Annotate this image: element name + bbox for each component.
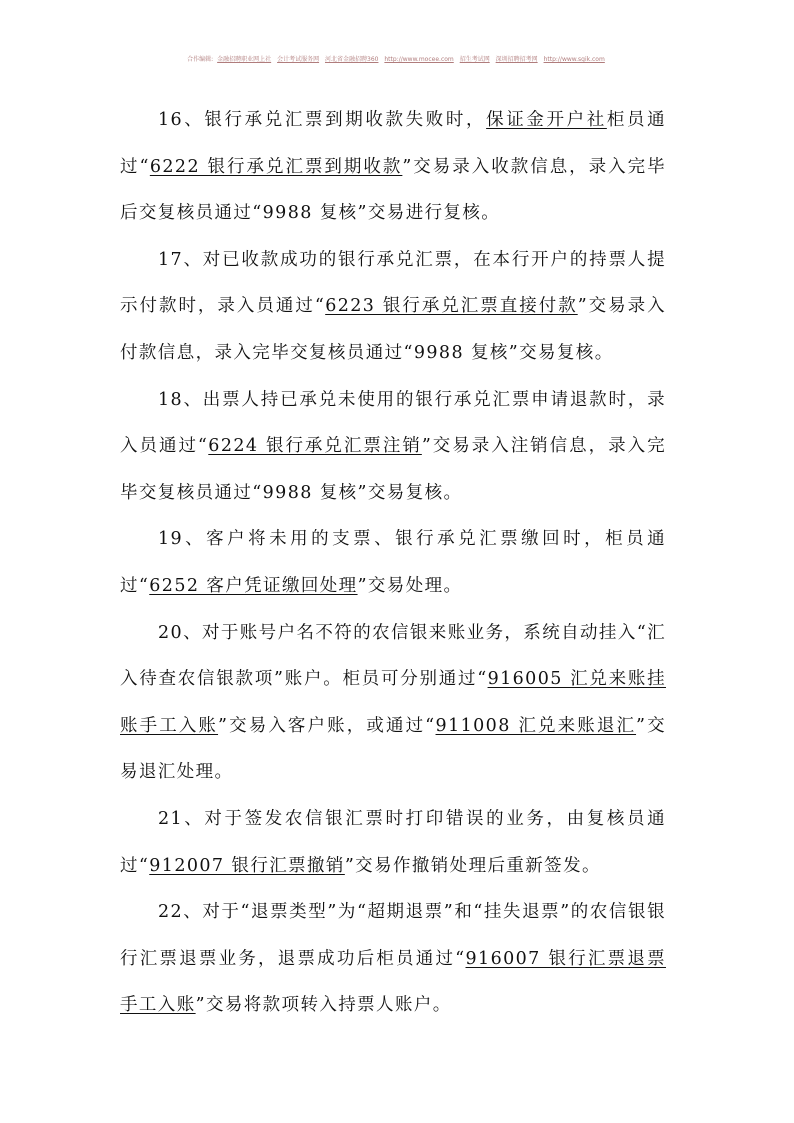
header-link[interactable]: http://www.sgik.com [543, 56, 605, 63]
header-link[interactable]: http://www.mocee.com [384, 56, 454, 63]
paragraph-text: 21、对于签发农信银汇票时打印错误的业务，由复核员通过“ [120, 808, 666, 876]
paragraph-text: 16、银行承兑汇票到期收款失败时， [158, 110, 487, 130]
header-link[interactable]: 金融招聘职业网上社 [217, 56, 272, 63]
paragraph-text: 柜员通过“ [120, 110, 666, 177]
paragraph-17 [120, 237, 666, 377]
paragraph-22 [120, 889, 666, 1029]
paragraph-18 [120, 377, 666, 517]
transaction-code: 912007 银行汇票撤销 [149, 855, 345, 876]
header-link[interactable]: 河北省金融招聘360 [325, 56, 379, 63]
paragraph-16 [120, 97, 666, 237]
paragraph-text: 18、出票人持已承兑未使用的银行承兑汇票申请退款时，录入员通过“ [120, 389, 666, 457]
paragraph-text: ”交易退汇处理。 [120, 715, 667, 783]
paragraph-21 [120, 796, 666, 889]
paragraph-text: 19、客户将未用的支票、银行承兑汇票缴回时，柜员通过“ [120, 529, 666, 596]
header-link[interactable]: 会计考试服务网 [277, 56, 320, 63]
paragraph-text: ”交易作撤销处理后重新签发。 [344, 855, 601, 876]
transaction-code: 6222 银行承兑汇票到期收款 [149, 156, 403, 177]
transaction-code: 6224 银行承兑汇票注销 [208, 436, 422, 457]
branch-name-underlined: 保证金开户社 [486, 110, 607, 130]
transaction-code: 911008 汇兑来账退汇 [435, 715, 637, 736]
paragraph-text: ”交易入客户账，或通过“ [218, 715, 436, 736]
paragraph-text: ”交易将款项转入持票人账户。 [195, 995, 452, 1016]
paragraph-text: ”交易录入收款信息，录入完毕后交复核员通过“9988 复核”交易进行复核。 [120, 156, 667, 224]
header-prefix: 合作编辑: [187, 56, 214, 63]
paragraph-text: 22、对于“退票类型”为“超期退票”和“挂失退票”的农信银银行汇票退票业务，退票成功后柜员通过“ [120, 902, 666, 969]
paragraph-19 [120, 516, 666, 609]
transaction-code: 916005 汇兑来账挂账手工入账 [120, 669, 666, 736]
page-header [0, 54, 794, 63]
header-link[interactable]: 招生考试网 [459, 56, 490, 63]
paragraph-text: 17、对已收款成功的银行承兑汇票，在本行开户的持票人提示付款时，录入员通过“ [120, 249, 666, 317]
paragraph-text: 20、对于账号户名不符的农信银来账业务，系统自动挂入“汇入待查农信银款项”账户。柜员可分别通过“ [120, 622, 666, 690]
transaction-code: 6223 银行承兑汇票直接付款 [325, 296, 578, 317]
paragraph-text: ”交易录入付款信息，录入完毕交复核员通过“9988 复核”交易复核。 [120, 296, 666, 363]
paragraph-text: ”交易录入注销信息，录入完毕交复核员通过“9988 复核”交易复核。 [120, 436, 666, 503]
transaction-code: 916007 银行汇票退票手工入账 [120, 948, 666, 1016]
paragraph-text: ”交易处理。 [357, 575, 463, 596]
paragraph-20 [120, 610, 666, 796]
transaction-code: 6252 客户凭证缴回处理 [149, 575, 358, 596]
document-body [120, 97, 666, 1029]
header-link[interactable]: 深圳招聘招考网 [495, 56, 538, 63]
